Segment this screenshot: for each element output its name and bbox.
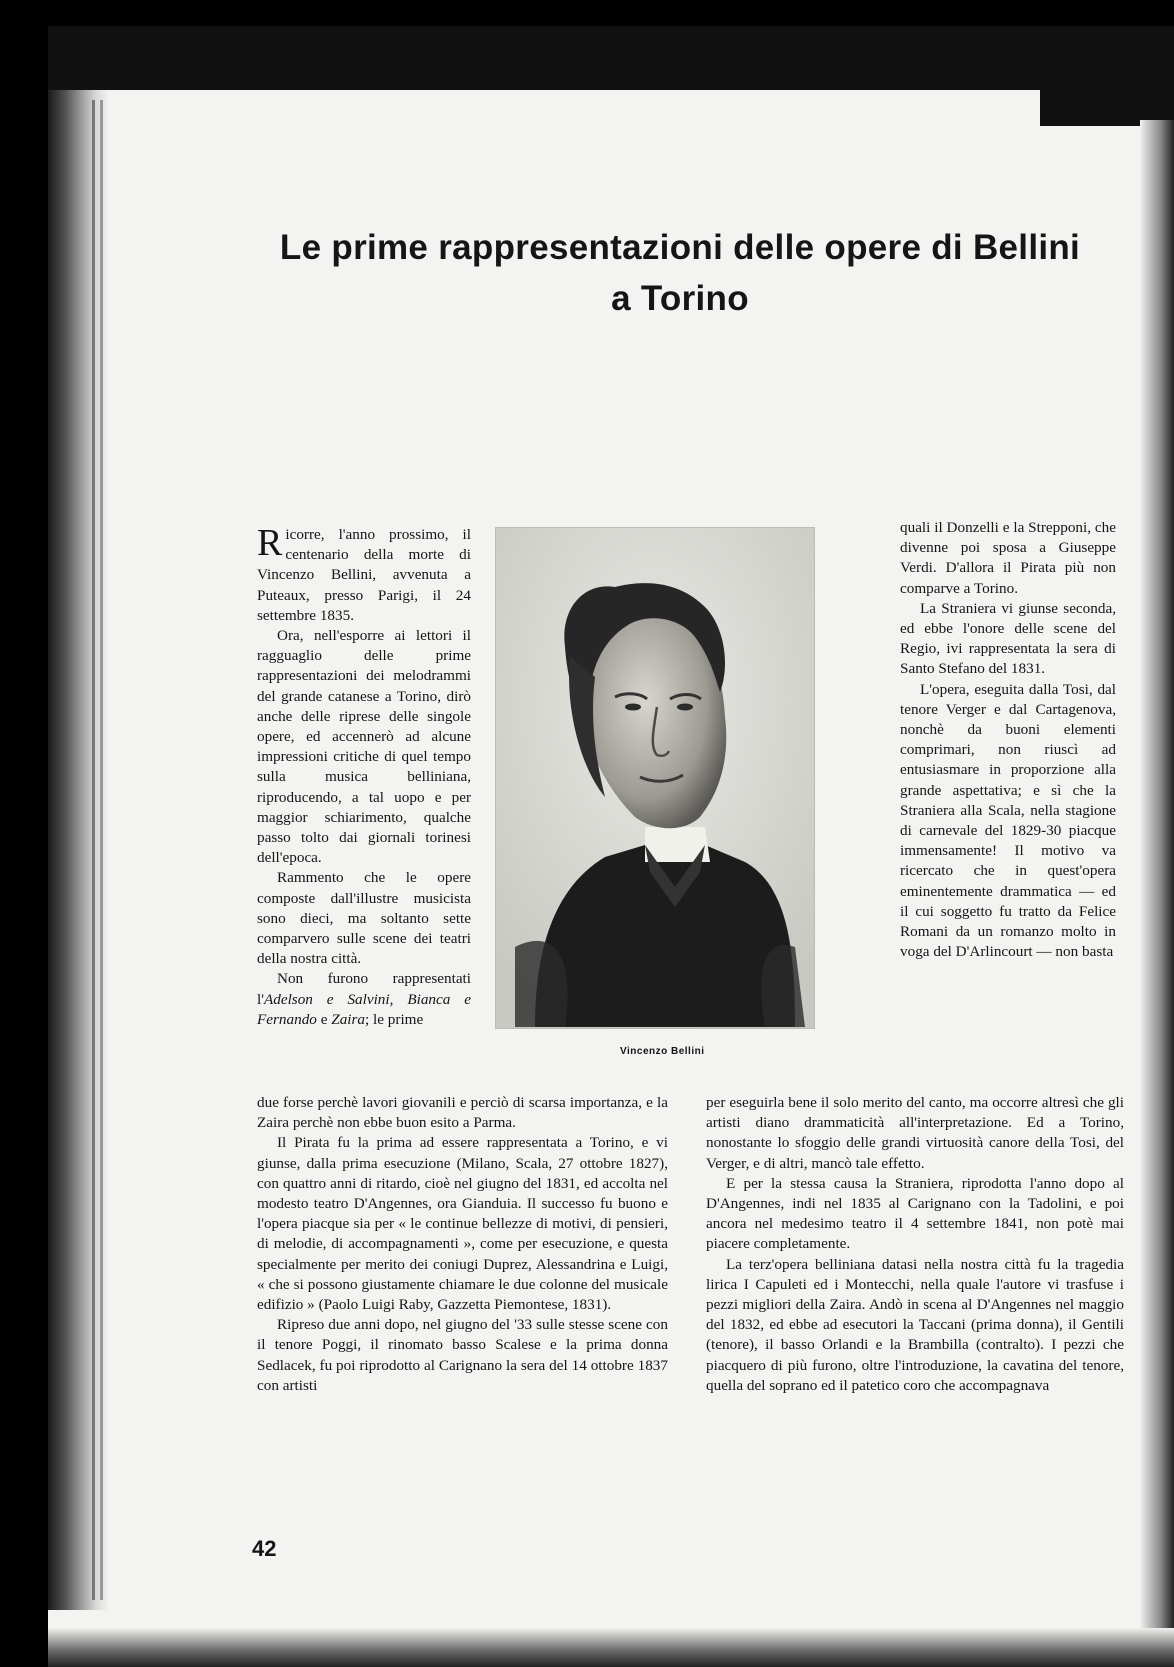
portrait-caption: Vincenzo Bellini <box>620 1046 705 1057</box>
article-title <box>240 222 1120 324</box>
page-edge-line <box>100 100 103 1600</box>
bottom-left-column <box>257 1093 668 1396</box>
top-corner-border <box>1040 26 1174 126</box>
paragraph: La Straniera vi giunse seconda, ed ebbe l'onore delle scene del Regio, ivi rappresentata la sera di Santo Stefano del 1831. <box>900 599 1116 678</box>
paragraph: L'opera, eseguita dalla Tosi, dal tenore Verger e dal Cartagenova, nonchè da buoni elementi comprimari, non riuscì ad entusiasmare in proporzione alla grande aspettativa; e sì che la Straniera alla Scala, nella stagione di carnevale del 1829-30 piacque immensamente! Il motivo va ricercato che in quest'opera eminentemente drammatica — ed il cui soggetto fu tratto da Felice Romani da un romanzo molto in voga del D'Arlincourt — non basta <box>900 680 1116 961</box>
portrait-illustration <box>495 527 815 1029</box>
paragraph: due forse perchè lavori giovanili e perciò di scarsa importanza, e la Zaira perchè non ebbe buon esito a Parma. <box>257 1094 668 1132</box>
paragraph: Rammento che le opere composte dall'illustre musicista sono dieci, ma soltanto sette comparvero sulle scene dei teatri della nostra città. <box>257 869 471 968</box>
paragraph: La terz'opera belliniana datasi nella nostra città fu la tragedia lirica I Capuleti ed i Montecchi, nella quale l'autore vi trasfuse i pezzi migliori della Zaira. Andò in scena al D'Angennes nel maggio del 1832, ed ebbe ad esecutori la Taccani (prima donna), il Gentili (tenore), il basso Orlandi e la Brambilla (contralto). I pezzi che piacquero di più furono, oltre l'introduzione, la cavatina del tenore, quella del soprano ed il patetico coro che accompagnava <box>706 1255 1124 1394</box>
page-edge-line <box>92 100 95 1600</box>
paragraph: Non furono rappresentati l'Adelson e Salvini, Bianca e Fernando e Zaira; le prime <box>257 970 471 1028</box>
paragraph: per eseguirla bene il solo merito del canto, ma occorre altresì che gli artisti diano drammaticità all'interpretazione. Ed a Torino, nonostante lo sfoggio delle grandi virtuosità canore della Tosi, del Verger, e di altri, mancò tale effetto. <box>706 1094 1124 1172</box>
paragraph: quali il Donzelli e la Strepponi, che divenne poi sposa a Giuseppe Verdi. D'allora il Pirata più non comparve a Torino. <box>900 519 1116 597</box>
title-line-2: a Torino <box>611 279 749 318</box>
paragraph: Il Pirata fu la prima ad essere rappresentata a Torino, e vi giunse, dalla prima esecuzione (Milano, Scala, 27 ottobre 1827), con quattro anni di ritardo, cioè nel giugno del 1831, ed accolta nel modesto teatro D'Angennes, ora Gianduia. Il successo fu buono e l'opera piacque sia per « le continue bellezze di motivi, di pensieri, di melodie, di accompagnamenti », come per esecuzione, e questa specialmente per merito dei coniugi Duprez, Alessandrina e Luigi, « che si possono giustamente chiamare le due colonne del musicale edifizio » (Paolo Luigi Raby, Gazzetta Piemontese, 1831). <box>257 1134 668 1314</box>
paragraph: Ripreso due anni dopo, nel giugno del '33 sulle stesse scene con il tenore Poggi, il rinomato basso Scalese e la prima donna Sedlacek, fu poi riprodotto al Carignano la sera del 14 ottobre 1837 con artisti <box>257 1316 668 1394</box>
paragraph: Ricorre, l'anno prossimo, il centenario della morte di Vincenzo Bellini, avvenuta a Puteaux, presso Parigi, il 24 settembre 1835. <box>257 522 471 624</box>
page-number: 42 <box>252 1536 277 1561</box>
right-page-edge <box>1140 120 1174 1667</box>
drop-cap: R <box>257 522 283 564</box>
paragraph: Ora, nell'esporre ai lettori il ragguaglio delle prime rappresentazioni dei melodrammi del grande catanese a Torino, dirò anche delle riprese delle singole opere, ed accennerò ad alcune impressioni critiche di quel tempo sulla musica belliniana, riproducendo, a tal uopo e per maggior schiarimento, qualche passo tolto dai giornali torinesi dell'epoca. <box>257 627 471 867</box>
paragraph: E per la stessa causa la Straniera, riprodotta l'anno dopo al D'Angennes, indi nel 1835 al Carignano con la Tadolini, e poi ancora nel medesimo teatro il 4 settembre 1841, non potè mai piacere completamente. <box>706 1174 1124 1253</box>
bottom-page-edge <box>48 1628 1174 1667</box>
bellini-portrait <box>495 527 815 1029</box>
top-border <box>48 26 1088 90</box>
bottom-right-column <box>706 1093 1124 1396</box>
left-column <box>257 522 471 1030</box>
book-spine-shadow <box>48 90 108 1610</box>
title-line-1: Le prime rappresentazioni delle opere di Bellini <box>279 228 1081 267</box>
right-column <box>900 518 1116 962</box>
